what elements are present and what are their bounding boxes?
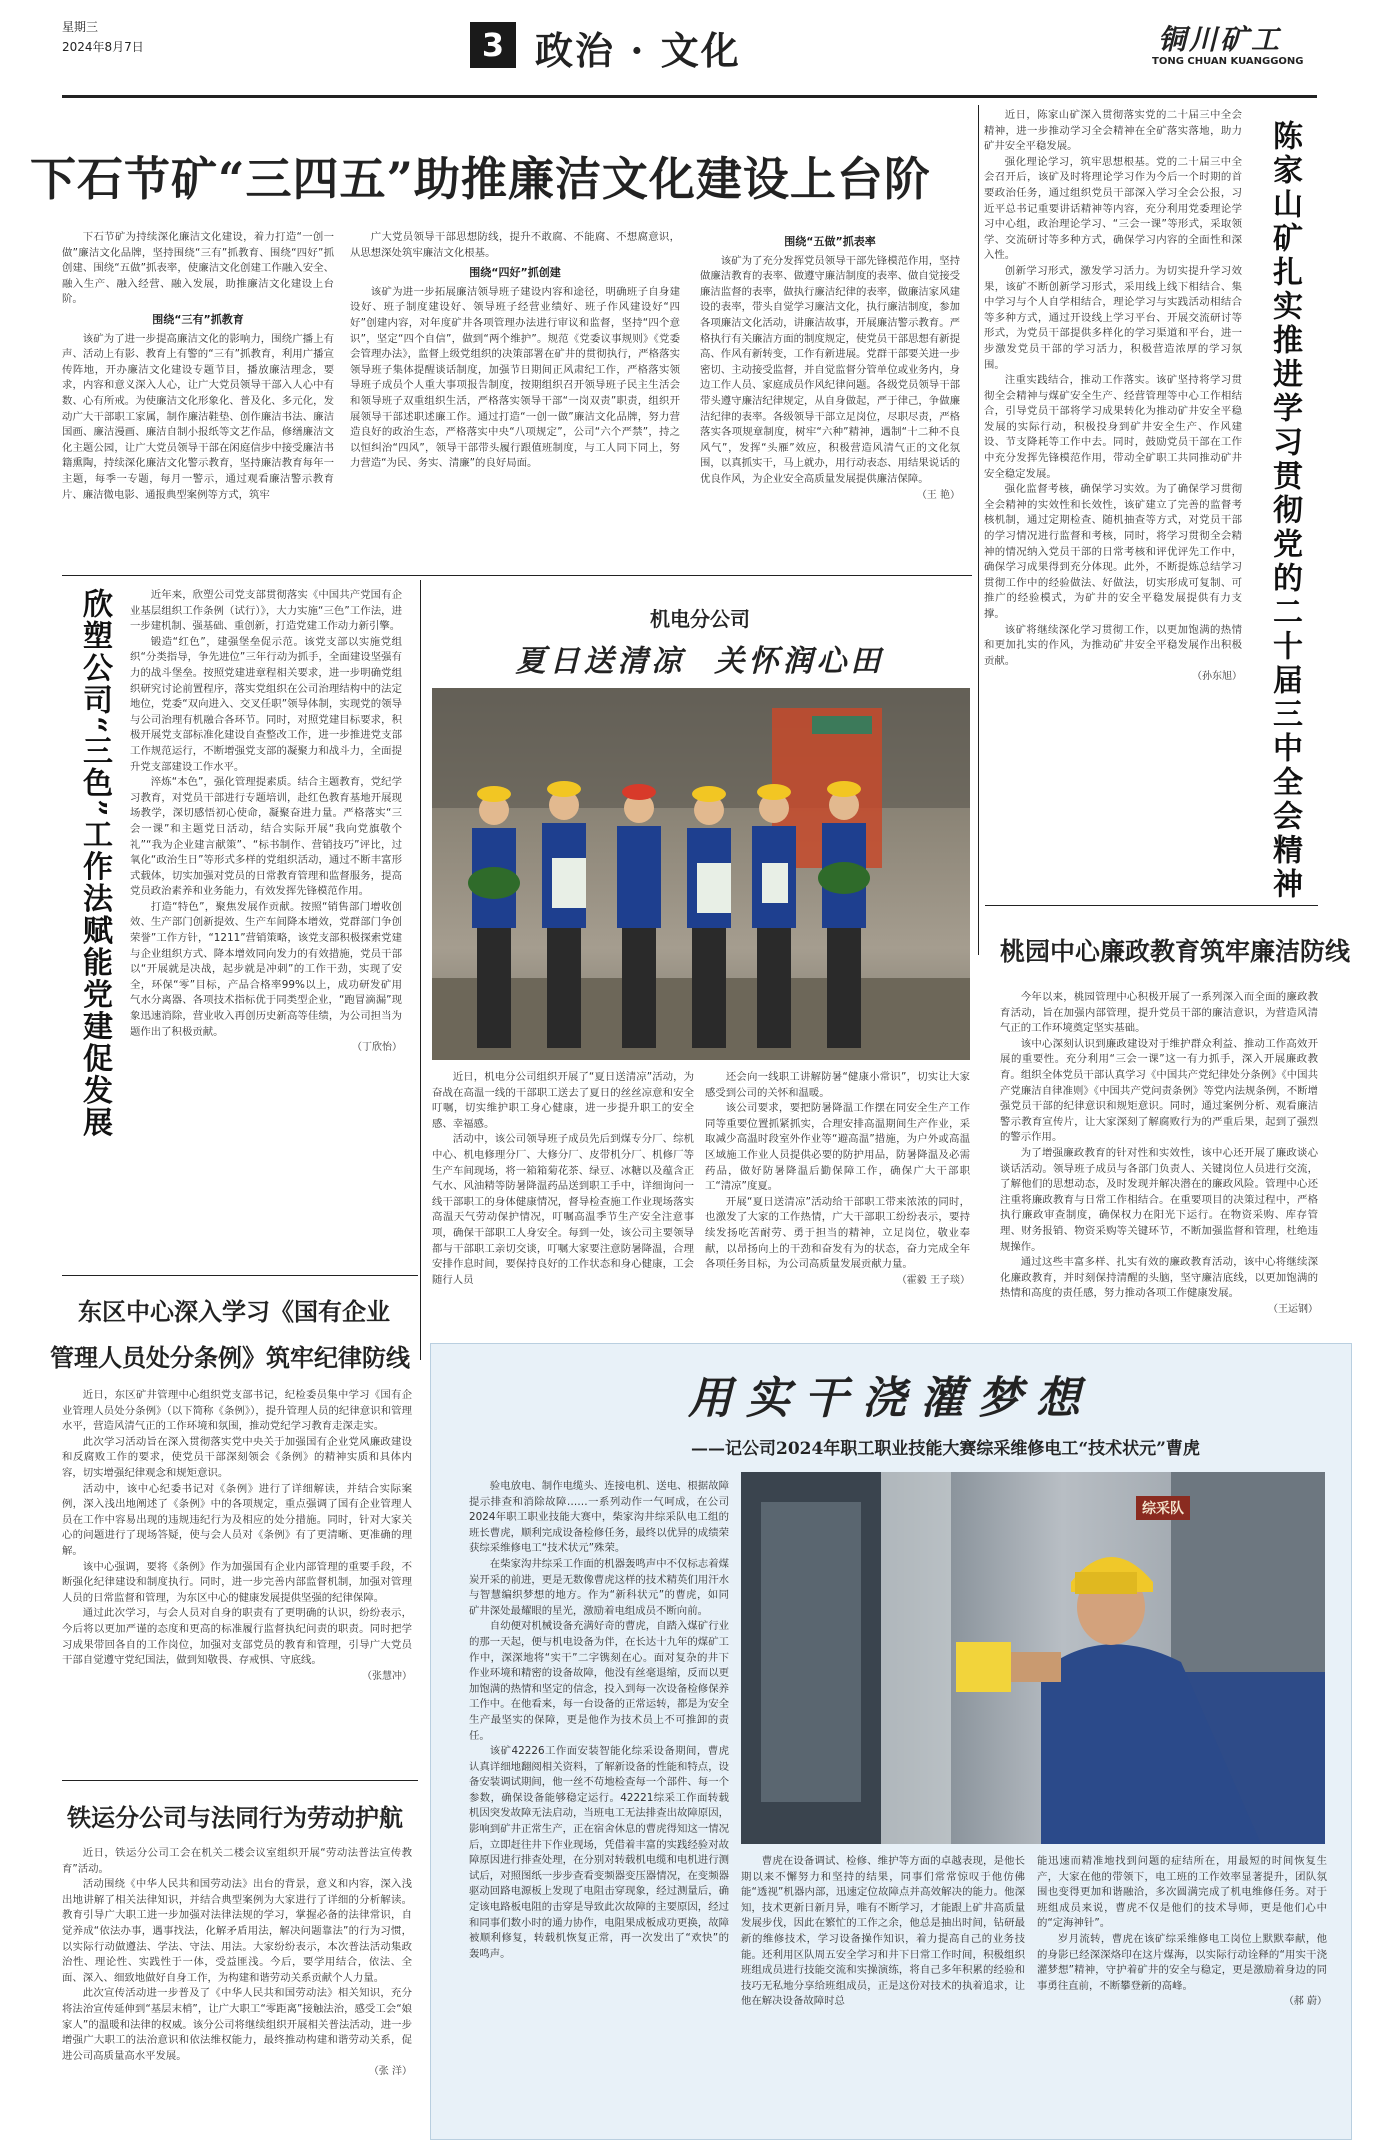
divider [985,905,1318,906]
divider [62,1780,418,1781]
photo-electrician-cao-hu [741,1472,1325,1844]
byline: （孙东旭） [1192,671,1242,683]
byline: （张慧冲） [362,1670,412,1682]
byline: （霍毅 王子琰） [896,1274,970,1286]
section-subheading: 围绕“三有”抓教育 [152,312,244,326]
article-title: 夏日送清凉 关怀润心田 [515,644,885,679]
feature-subtitle: ——记公司2024年职工职业技能大赛综采维修电工“技术状元”曹虎 [691,1439,1200,1459]
paragraph: 该矿将继续深化学习贯彻工作，以更加饱满的热情和更加扎实的作风，为推动矿井安全平稳发展作出积极贡献。 [984,623,1242,667]
article-text [700,230,960,560]
article-title: 陈家山矿扎实推进学习贯彻党的二十届三中全会精神 [1267,120,1302,902]
paragraph: 开展“夏日送清凉”活动给干部职工带来浓浓的同时，也激发了大家的工作热情，广大干部职工纷纷表示，要持续发扬吃苦耐劳、勇于担当的精神，立足岗位，敬业奉献，以昂扬向上的干劲和奋发有为的状态，奋力完成全年各项任务目标，为公司高质量发展贡献力量。 [705,1195,970,1271]
byline: （王 艳） [916,489,960,501]
photo-illustration [741,1472,1325,1844]
paragraph: 今年以来，桃园管理中心积极开展了一系列深入而全面的廉政教育活动，旨在加强内部管理，提升党员干部的廉洁意识，为营造风清气正的工作环境奠定坚实基础。 [1000,991,1318,1035]
article-text [350,230,680,560]
photo-illustration [432,688,970,1060]
paragraph: 下石节矿为持续深化廉洁文化建设，着力打造“一创一做”廉洁文化品牌，坚持围绕“三有”抓教育、围绕“四好”抓创建、围绕“五做”抓表率，使廉洁文化创建工作融入安全、融入生产、融入经营、融入发展，助推廉洁文化建设上台阶。 [62,231,334,306]
paper-name: 铜川矿工 [1158,23,1283,56]
article-text [1037,1854,1327,2129]
issue-date: 2024年8月7日 [62,40,144,54]
column-divider [978,105,979,955]
paragraph: 淬炼“本色”，强化管理提素质。结合主题教育，党纪学习教育，对党员干部进行专题培训，赴红色教育基地开展现场教学，深切感悟初心使命，凝聚奋进力量。严格落实“三会一课”和主题党日活动，结合实际开展“我向党旗敬个礼”“我为企业建言献策”、“标书制作、营销技巧”评比，过氧化“政治生日”等形式多样的党组织活动，通过不断丰富形式载体，切实加强对党员的日常教育管理和监督服务，提高党员政治素养和业务能力，有效发挥先锋模范作用。 [130,776,402,898]
article-title: 桃园中心廉政教育筑牢廉洁防线 [1000,937,1351,966]
paragraph: 该矿为了充分发挥党员领导干部先锋模范作用，坚持做廉洁教育的表率、做遵守廉洁制度的表率、做自觉接受廉洁监督的表率，做执行廉洁纪律的表率，做廉洁家风建设的表率，带头自觉学习廉洁文化，执行廉洁制度，参加各项廉洁文化活动，讲廉洁故事，开展廉洁警示教育。严格执行有关廉洁方面的制度规定，使党员干部思想有新提高、作风有新转变，工作有新进展。党群干部要关进一步密切、主动接受监督，并自觉监督分管单位或业务内，身边工作人员、家庭成员作风纪律问题。各级党员领导干部带头遵守廉洁纪律规定，从自身做起，严于律己，争做廉洁纪律的表率。各级领导干部立足岗位，尽职尽责，严格落实各项规章制度，树牢“六种”精神，遇制“十二种不良风气”，发挥“头雁”效应，积极营造风清气正的文化氛围，以真抓实干，马上就办，用行动表态、用结果说话的优良作风，为企业安全高质量发展提供廉洁保障。 [700,254,960,485]
article-text [62,1388,412,1778]
byline: （郝 蔚） [1283,1996,1327,2008]
article-text [432,1070,694,1305]
paragraph: 锻造“红色”，建强堡垒促示范。该党支部以实施党组织“分类指导，争先进位”三年行动为抓手，全面建设坚强有力的战斗堡垒。按照党建进章程相关要求，进一步明确党组织研究讨论前置程序，落实党组织在公司治理结构中的法定地位，党委“双向进入、交叉任职”领导体制，实现党的领导与公司治理有机融合各环节。同时，对照党建目标要求，积极开展党支部标准化建设自查整改工作，进一步推进党支部工作规范运行，不断增强党支部的凝聚力和战斗力，全面提升党支部建设工作水平。 [130,635,402,773]
paragraph: 自幼便对机械设备充满好奇的曹虎，自踏入煤矿行业的那一天起，便与机电设备为伴，在长达十九年的煤矿工作中，深深地将“实干”二字镌刻在心。面对复杂的井下作业环境和精密的设备故障，他没有丝毫退缩，反而以更加饱满的热情和坚定的信念，投入到每一次设备检修保养工作中。在他看来，每一台设备的正常运转，都是为安全生产最坚实的保障，更是他作为技术员上不可推卸的责任。 [469,1620,729,1742]
photo-workers-summer [432,688,970,1060]
header-rule [62,95,1317,98]
byline: （王运钢） [1268,1303,1318,1315]
paragraph: 广大党员领导干部思想防线，提升不敢腐、不能腐、不想腐意识，从思想深处筑牢廉洁文化根基。 [350,231,680,259]
article-text [984,108,1242,878]
paragraph: 该矿为进一步拓展廉洁领导班子建设内容和途径，明确班子自身建设好、班子制度建设好、领导班子经营业绩好、班子作风建设好“四好”创建内容，对年度矿井各项管理办法进行审议和监督，坚持“四个意识”，坚定“四个自信”，做到“两个维护”。规范《党委议事规则》《党委会管理办法》，监督上级党组织的决策部署在矿井的贯彻执行，严格落实领导班子集体提醒谈话制度，加强节日期间正风肃纪工作，严格落实领导班子成员个人重大事项报告制度，按期组织召开领导班子民主生活会和领导班子双重组织生活，严格落实领导干部“一岗双责”职责，组织开展领导干部述职述廉工作。通过打造“一创一做”廉洁文化品牌，努力营造良好的政治生态，严格落实中央“八项规定”，公司“六个严禁”，持之以恒纠治“四风”，领导干部带头履行跟值班制度，与工人同下同上，努力营造“为民、务实、清廉”的良好局面。 [350,285,680,470]
article-title: 欣塑公司“三色”工作法赋能党建促发展 [77,588,112,1139]
paragraph: 活动围绕《中华人民共和国劳动法》出台的背景，意义和内容，深入浅出地讲解了相关法律知识，并结合典型案例为大家进行了详细的分析解读。教育引导广大职工进一步加强对法律法规的学习，掌握必备的法律常识，自觉养成“依法办事，遇事找法，化解矛盾用法，解决问题靠法”的行为习惯，以实际行动做遵法、学法、守法、用法。大家纷纷表示，本次普法活动集政治性、理论性、实践性于一体，受益匪浅。今后，要学用结合，依法、全面、深入、细致地做好自身工作，为构建和谐劳动关系贡献个人力量。 [62,1878,412,1984]
paragraph: 打造“特色”，聚焦发展作贡献。按照“销售部门增收创效、生产部门创新提效、生产车间降本增效，党群部门争创荣誉”工作方针，“1211”营销策略，该党支部积极探索党建与企业组织方式、降本增效同向发力的有效措施，党员干部以“开展就是决战，起步就是冲刺”的工作干劲，实现了安全，环保“零”目标，产品合格率99%以上，成功研发矿用气水分离器、各项技术指标优于同类型企业，“跑冒滴漏”现象迅速消除，营业收入再创历史新高等佳绩，为公司担当为题作出了积极贡献。 [130,900,402,1038]
article-text [469,1479,729,2129]
paragraph: 该矿42226工作面安装智能化综采设备期间，曹虎认真详细地翻阅相关资料，了解新设备的性能和特点，设备安装调试期间，他一丝不苟地检查每一个部件、每一个参数，确保设备能够稳定运行。42221综采工作面转载机因突发故障无法启动，当班电工无法排查出故障原因，影响到矿井正常生产，正在宿舍休息的曹虎得知这一情况后，立即赶往井下作业现场，凭借着丰富的实践经验对故障原因进行排查处理，在分别对转载机电缆和电机进行测试后，对照图纸一步步查看变频器变压器情况，在变频器驱动回路电源板上发现了电阻击穿现象，经过测量后，确定该电路板电阻的击穿是导致此次故障的主要原因，经过和同事们数小时的通力协作，电阻果成板成功更换，故障被顺利修复，转载机恢复正常，再一次发出了“欢快”的轰鸣声。 [469,1745,729,1960]
paragraph: 此次宣传活动进一步普及了《中华人民共和国劳动法》相关知识，充分将法治宣传延伸到“基层末梢”，让广大职工“零距离”接触法治，感受工会“娘家人”的温暖和法律的权威。该分公司将继续组织开展相关普法活动，进一步增强广大职工的法治意识和依法维权能力，最终推动构建和谐劳动关系，促进公司高质量高水平发展。 [62,1987,412,2062]
paragraph: 通过此次学习，与会人员对自身的职责有了更明确的认识，纷纷表示，今后将以更加严谨的态度和更高的标准履行监督执纪问责的职责。同时把学习成果带回各自的工作岗位，加强对支部党员的教育和管理，引导广大党员干部自觉遵守党纪国法，做到知敬畏、存戒惧、守底线。 [62,1607,412,1667]
paragraph: 此次学习活动旨在深入贯彻落实党中央关于加强国有企业党风廉政建设和反腐败工作的要求，使党员干部深刻领会《条例》的精神实质和具体内容，切实增强纪律观念和规矩意识。 [62,1435,412,1479]
paragraph: 近年来，欣塑公司党支部贯彻落实《中国共产党国有企业基层组织工作条例（试行）》，大力实施“三色”工作法，进一步建机制、强基础、重创新，打造党建工作动力新引擎。 [130,589,402,633]
paragraph: 还会向一线职工讲解防暑“健康小常识”，切实让大家感受到公司的关怀和温暖。 [705,1071,970,1099]
divider [62,1275,418,1276]
section-subheading: 围绕“五做”抓表率 [784,235,876,248]
paragraph: 该公司要求，要把防暑降温工作摆在同安全生产工作同等重要位置抓紧抓实，合理安排高温期间生产作业，采取减少高温时段室外作业等“避高温”措施，为户外或高温区域施工作业人员提供必要的防护用品，防暑降温及必需药品，做好防暑降温后勤保障工作，确保广大干部职工“清凉”度夏。 [705,1102,970,1193]
feature-title: 用实干浇灌梦想 [688,1373,1094,1424]
section-title: 政治 · 文化 [535,28,741,73]
paragraph: 近日，铁运分公司工会在机关二楼会议室组织开展“劳动法普法宣传教育”活动。 [62,1847,412,1875]
paragraph: 岁月流转，曹虎在该矿综采维修电工岗位上默默奉献，他的身影已经深深烙印在这片煤海，以实际行动诠释的“用实干浇灌梦想”精神，守护着矿井的安全与稳定，更是激励着身边的同事勇往直前，不断攀登新的高峰。 [1037,1932,1327,1992]
paragraph: 近日，机电分公司组织开展了“夏日送清凉”活动，为奋战在高温一线的干部职工送去了夏日的丝丝凉意和安全叮嘱，切实维护职工身心健康，进一步提升职工的安全感、幸福感。 [432,1071,694,1130]
paragraph: 近日，东区矿井管理中心组织党支部书记，纪检委员集中学习《国有企业管理人员处分条例》（以下简称《条例》），提升管理人员的纪律意识和管理水平，营造风清气正的工作环境和氛围，推动党纪学习教育走深走实。 [62,1389,412,1433]
column-divider [420,580,421,1360]
byline: （张 洋） [368,2066,412,2078]
article-kicker: 机电分公司 [650,607,750,631]
paragraph: 创新学习形式，激发学习活力。为切实提升学习效果，该矿不断创新学习形式，采用线上线下相结合、集中学习与个人自学相结合，理论学习与实践活动相结合等多种方式，通过开设线上学习平台、开展交流研讨等形式，为党员干部提供多样化的学习渠道和平台，进一步激发党员干部的学习活力，积极营造浓厚的学习氛围。 [984,264,1242,371]
paragraph: 验电放电、制作电缆头、连接电机、送电、根据故障提示排查和消除故障……一系列动作一气呵成，在公司2024年职工职业技能大赛中，柴家沟井综采队电工组的班长曹虎，顺利完成设备检修任务，最终以优异的成绩荣获综采维修电工“技术状元”殊荣。 [469,1480,729,1555]
paragraph: 该中心强调，要将《条例》作为加强国有企业内部管理的重要手段，不断强化纪律建设和制度执行。同时，进一步完善内部监督机制，加强对管理人员的日常监督和管理，为东区中心的健康发展提供坚强的纪律保障。 [62,1560,412,1604]
article-title: 铁运分公司与法同行为劳动护航 [67,1803,403,1832]
article-text [741,1854,1025,2129]
paragraph: 能迅速而精准地找到问题的症结所在，用最短的时间恢复生产，大家在他的带领下，电工班的工作效率显著提升，团队氛围也变得更加和谐融洽，多次圆满完成了机电维修任务。对于班组成员来说，曹虎不仅是他们的技术导师，更是他们心中的“定海神针”。 [1037,1855,1327,1930]
section-subheading: 围绕“四好”抓创建 [469,266,561,280]
feature-box [430,1343,1352,2140]
page-number-box [470,22,516,68]
article-text [62,230,334,560]
paragraph: 通过这些丰富多样、扎实有效的廉政教育活动，该中心将继续深化廉政教育，并时刻保持清醒的头脑，坚守廉洁底线，以更加饱满的热情和高度的责任感，努力推动各项工作健康发展。 [1000,1256,1318,1300]
paragraph: 在柴家沟井综采工作面的机器轰鸣声中不仅标志着煤炭开采的前进，更是无数像曹虎这样的技术精英们用汗水与智慧编织梦想的地方。作为“新科状元”的曹虎，如同矿井深处最耀眼的星光，激励着电组成员不断向前。 [469,1557,729,1617]
photo-badge: 综采队 [1136,1496,1190,1520]
paragraph: 强化理论学习，筑牢思想根基。党的二十届三中全会召开后，该矿及时将理论学习作为今后一个时期的首要政治任务，通过组织党员干部深入学习全会公报，习近平总书记重要讲话精神等内容，充分利用党委理论学习中心组，政治理论学习、“三会一课”等形式，采取领学、交流研讨等多种方式，确保学习内容的全面性和深入性。 [984,155,1242,262]
paragraph: 注重实践结合，推动工作落实。该矿坚持将学习贯彻全会精神与煤矿安全生产、经营管理等中心工作相结合，引导党员干部将学习成果转化为推动矿井安全平稳发展的实际行动，积极投身到矿井安全生产、作风建设、节支降耗等工作中去。同时，鼓励党员干部在工作中充分发挥先锋模范作用，带动全矿职工共同推动矿井安全稳定发展。 [984,374,1242,480]
article-text [130,588,402,1273]
article-title: 下石节矿“三四五”助推廉洁文化建设上台阶 [30,152,931,206]
byline: （丁欣怡） [352,1042,402,1054]
paragraph: 为了增强廉政教育的针对性和实效性，该中心还开展了廉政谈心谈话活动。领导班子成员与各部门负责人、关键岗位人员进行交流，了解他们的思想动态，及时发现并解决潜在的廉政风险。管理中心还注重将廉政教育与日常工作相结合。在重要项目的决策过程中，严格执行廉政审查制度，确保权力在阳光下运行。在物资采购、库存管理、财务报销、物资采购等关键环节，不断加强监督和管理，杜绝违规操作。 [1000,1146,1318,1253]
paper-pinyin: TONG CHUAN KUANGGONG [1152,56,1304,67]
paragraph: 该矿为了进一步提高廉洁文化的影响力，围绕广播上有声、活动上有影、教育上有警的“三有”抓教育，利用广播宣传阵地，开办廉洁文化建设专题节目，播放廉洁理念，要求，内容和意义深入人心，让广大党员领导干部入人心中有数、心有所戒。为使廉洁文化形象化、普及化、多元化，发动广大干部职工家属，制作廉洁鞋垫、创作廉洁书法、廉洁国画、廉洁漫画、廉洁自制小报纸等文艺作品，修缮廉洁文化主题公园，让广大党员领导干部在闲庭信步中接受廉洁书籍熏陶，持续深化廉洁文化警示教育，坚持廉洁教育每年一主题，每季一专题，每月一警示，通过观看廉洁警示教育片、廉洁微电影、通报典型案例等方式，筑牢 [62,332,334,501]
paragraph: 活动中，该公司领导班子成员先后到煤专分厂、综机中心、机电修理分厂、大修分厂、皮带机分厂、机修厂等生产车间现场，将一箱箱菊花茶、绿豆、冰糖以及蕴含正气水、风油精等防暑降温药品送到职工手中，详细询问一线干部职工的身体健康情况，督导检查施工作业现场落实高温天气劳动保护情况，叮嘱高温季节生产安全注意事项，确保干部职工人身安全。每到一处，该公司主要领导都与干部职工亲切交谈，叮嘱大家要注意防暑降温，合理安排作息时间，要保持良好的工作状态和身心健康，工会随行人员 [432,1133,694,1286]
article-text [705,1070,970,1305]
paragraph: 强化监督考核，确保学习实效。为了确保学习贯彻全会精神的实效性和长效性，该矿建立了完善的监督考核机制，通过定期检查、随机抽查等方式，对党员干部的学习情况进行监督和考核，同时，将学习贯彻全会精神的情况纳入党员干部的日常考核和评优评先工作中，确保学习成果得到充分体现。此外，不断提炼总结学习贯彻工作中的经验做法、好做法，切实形成可复制、可推广的经验模式，为矿井的安全平稳发展提供有力支撑。 [984,483,1242,620]
article-text [1000,990,1318,1320]
divider [62,575,972,576]
paragraph: 曹虎在设备调试、检修、维护等方面的卓越表现，是他长期以来不懈努力和坚持的结果，同事们常常惊叹于他仿佛能“透视”机器内部，迅速定位故障点并高效解决的能力。他深知，技术更新日新月异，唯有不断学习，才能跟上矿井高质量发展步伐，因此在繁忙的工作之余，他总是抽出时间，钻研最新的维修技术，学习设备操作知识，着力提高自己的业务技能。还利用区队周五安全学习和井下日常工作时间，积极组织班组成员进行技能交流和实操演练，将自己多年积累的经验和技巧无私地分享给班组成员，正是这份对技术的执着追求，让他在解决设备故障时总 [741,1855,1025,2008]
article-text [62,1846,412,2136]
article-title: 东区中心深入学习《国有企业 [78,1297,390,1326]
paragraph: 近日，陈家山矿深入贯彻落实党的二十届三中全会精神，进一步推动学习全会精神在全矿落实落地，助力矿井安全平稳发展。 [984,109,1242,153]
masthead [0,0,1379,95]
weekday: 星期三 [62,20,99,34]
page-number: 3 [481,26,505,64]
paragraph: 该中心深刻认识到廉政建设对于维护群众利益、推动工作高效开展的重要性。充分利用“三会一课”这一有力抓手，深入开展廉政教育。组织全体党员干部认真学习《中国共产党纪律处分条例》《中国共产党廉洁自律准则》《中国共产党问责条例》等党内法规条例，不断增强党员干部的纪律意识和规矩意识。同时，通过案例分析、观看廉洁警示教育宣传片，让大家深刻了解腐败行为的严重后果，起到了强烈的警示作用。 [1000,1037,1318,1144]
paragraph: 活动中，该中心纪委书记对《条例》进行了详细解读，并结合实际案例，深入浅出地阐述了《条例》中的各项规定，重点强调了国有企业管理人员在工作中容易出现的违规违纪行为及相应的处分措施。同时，针对大家关心的问题进行了现场答疑，使与会人员对《条例》有了更清晰、更准确的理解。 [62,1482,412,1557]
article-title: 管理人员处分条例》筑牢纪律防线 [50,1343,410,1372]
